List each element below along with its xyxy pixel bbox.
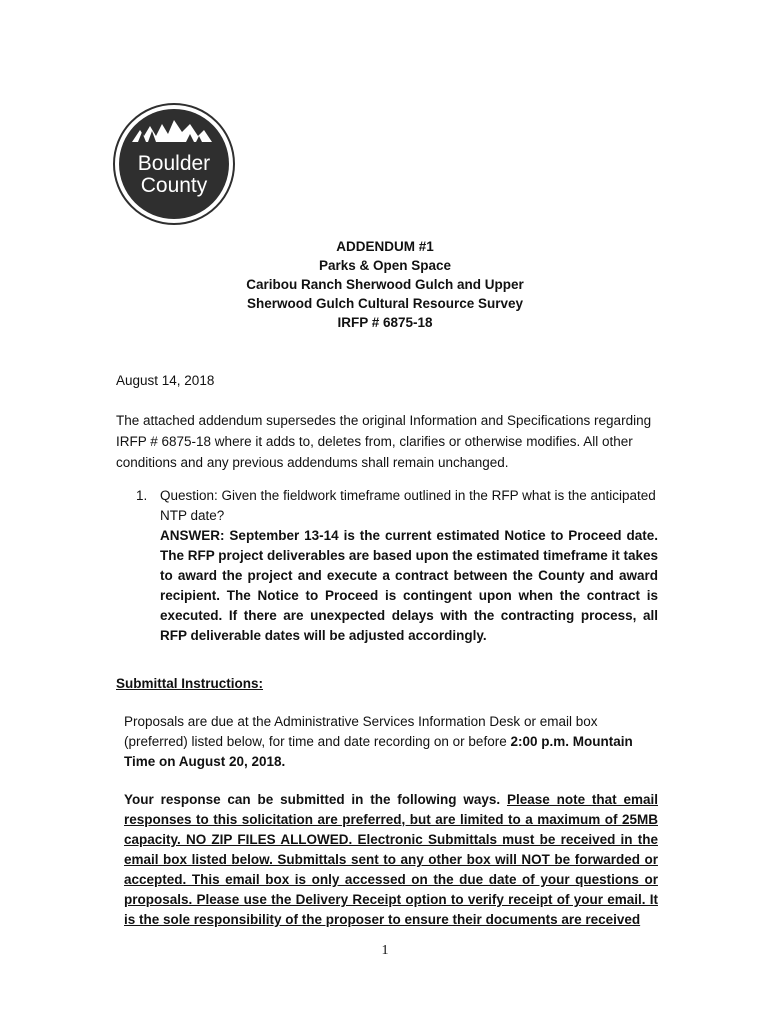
logo-line1: Boulder (137, 152, 211, 175)
heading-line: ADDENDUM #1 (336, 239, 434, 254)
document-heading (0, 237, 770, 332)
heading-line: Sherwood Gulch Cultural Resource Survey (246, 296, 524, 311)
logo-emblem (110, 102, 240, 226)
proposals-text: Proposals are due at the Administrative Services Information Desk or email box (preferred) listed below, for time and date recording on or before (124, 714, 598, 749)
list-number: 1. (136, 488, 148, 503)
qa-list-item (136, 486, 658, 646)
proposals-paragraph (124, 712, 658, 772)
response-paragraph (124, 790, 658, 930)
boulder-county-logo (110, 102, 240, 226)
question-text: Question: Given the fieldwork timeframe outlined in the RFP what is the anticipated NTP date? (160, 488, 656, 523)
page-number: 1 (381, 943, 389, 958)
response-underlined: Please note that email responses to this solicitation are preferred, but are limited to a maximum of 25MB capacity. NO ZIP FILES ALLOWED. Electronic Submittals must be received in the email box listed below. Submittals sent to any other box will NOT be forwarded or accepted. This email box is only accessed on the due date of your questions or proposals. Please use the Delivery Receipt option to verify receipt of your email. It is the sole responsibility of the proposer to ensure their documents are received (124, 792, 658, 927)
logo-line2: County (140, 174, 208, 197)
heading-line: IRFP # 6875-18 (337, 315, 433, 330)
intro-paragraph: The attached addendum supersedes the original Information and Specifications regarding IRFP # 6875-18 where it adds to, deletes from, clarifies or otherwise modifies. All other conditions and any previous addendums shall remain unchanged. (116, 413, 652, 470)
document-date: August 14, 2018 (116, 373, 215, 388)
answer-text: ANSWER: September 13-14 is the current estimated Notice to Proceed date. The RFP project deliverables are based upon the estimated timeframe it takes to award the project and execute a contract between the County and award recipient. The Notice to Proceed is contingent upon when the contract is executed. If there are unexpected delays with the contracting process, all RFP deliverable dates will be adjusted accordingly. (160, 528, 658, 643)
deadline-text: 2:00 p.m. Mountain Time on August 20, 2018. (124, 734, 633, 769)
response-lead: Your response can be submitted in the following ways. (124, 792, 507, 807)
heading-line: Caribou Ranch Sherwood Gulch and Upper (246, 277, 524, 292)
section-title: Submittal Instructions: (116, 676, 264, 691)
qa-body (160, 486, 658, 646)
heading-line: Parks & Open Space (318, 258, 452, 273)
